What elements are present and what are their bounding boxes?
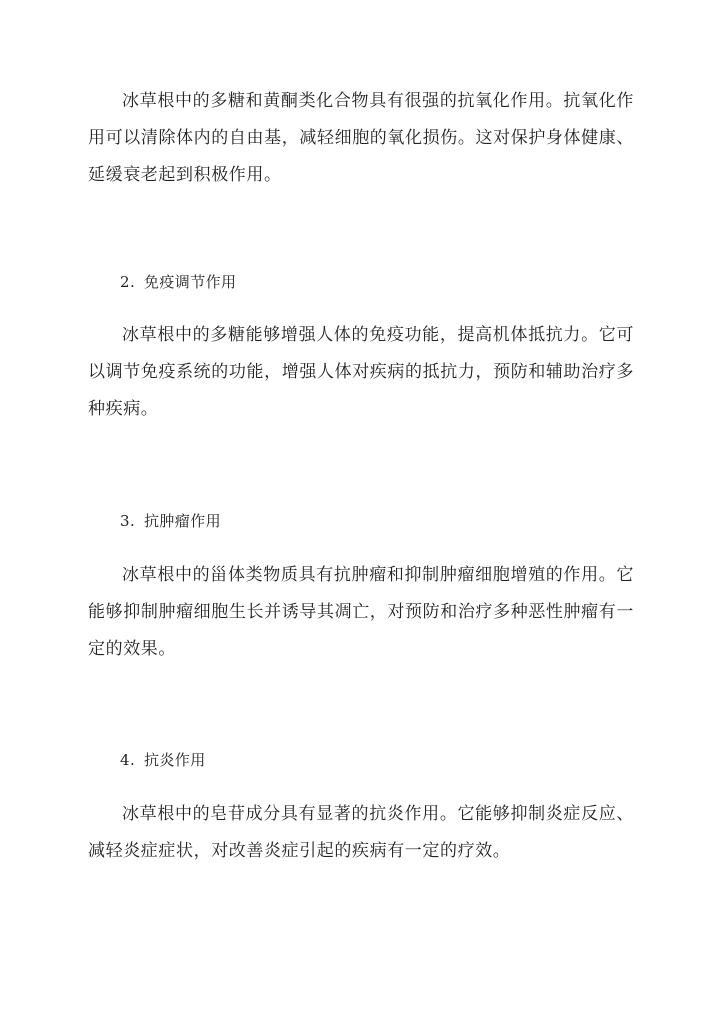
section-title: 抗炎作用 <box>144 751 206 769</box>
section-body-immune: 冰草根中的多糖能够增强人体的免疫功能，提高机体抵抗力。它可以调节免疫系统的功能，增强人体对疾病的抵抗力，预防和辅助治疗多种疾病。 <box>88 325 634 419</box>
section-title: 免疫调节作用 <box>144 273 237 291</box>
section-heading-antitumor <box>120 509 221 533</box>
section-number: 2. <box>120 273 136 291</box>
section-number: 4. <box>120 751 136 769</box>
section-number: 3. <box>120 512 136 530</box>
section-body-antiinflammatory: 冰草根中的皂苷成分具有显著的抗炎作用。它能够抑制炎症反应、减轻炎症症状，对改善炎症引起的疾病有一定的疗效。 <box>88 804 634 861</box>
section-heading-immune <box>120 270 236 294</box>
section-title: 抗肿瘤作用 <box>144 512 222 530</box>
section-heading-antiinflammatory <box>120 748 206 772</box>
intro-paragraph: 冰草根中的多糖和黄酮类化合物具有很强的抗氧化作用。抗氧化作用可以清除体内的自由基，减轻细胞的氧化损伤。这对保护身体健康、延缓衰老起到积极作用。 <box>88 91 634 185</box>
section-body-antitumor: 冰草根中的甾体类物质具有抗肿瘤和抑制肿瘤细胞增殖的作用。它能够抑制肿瘤细胞生长并诱导其凋亡，对预防和治疗多种恶性肿瘤有一定的效果。 <box>88 565 634 659</box>
